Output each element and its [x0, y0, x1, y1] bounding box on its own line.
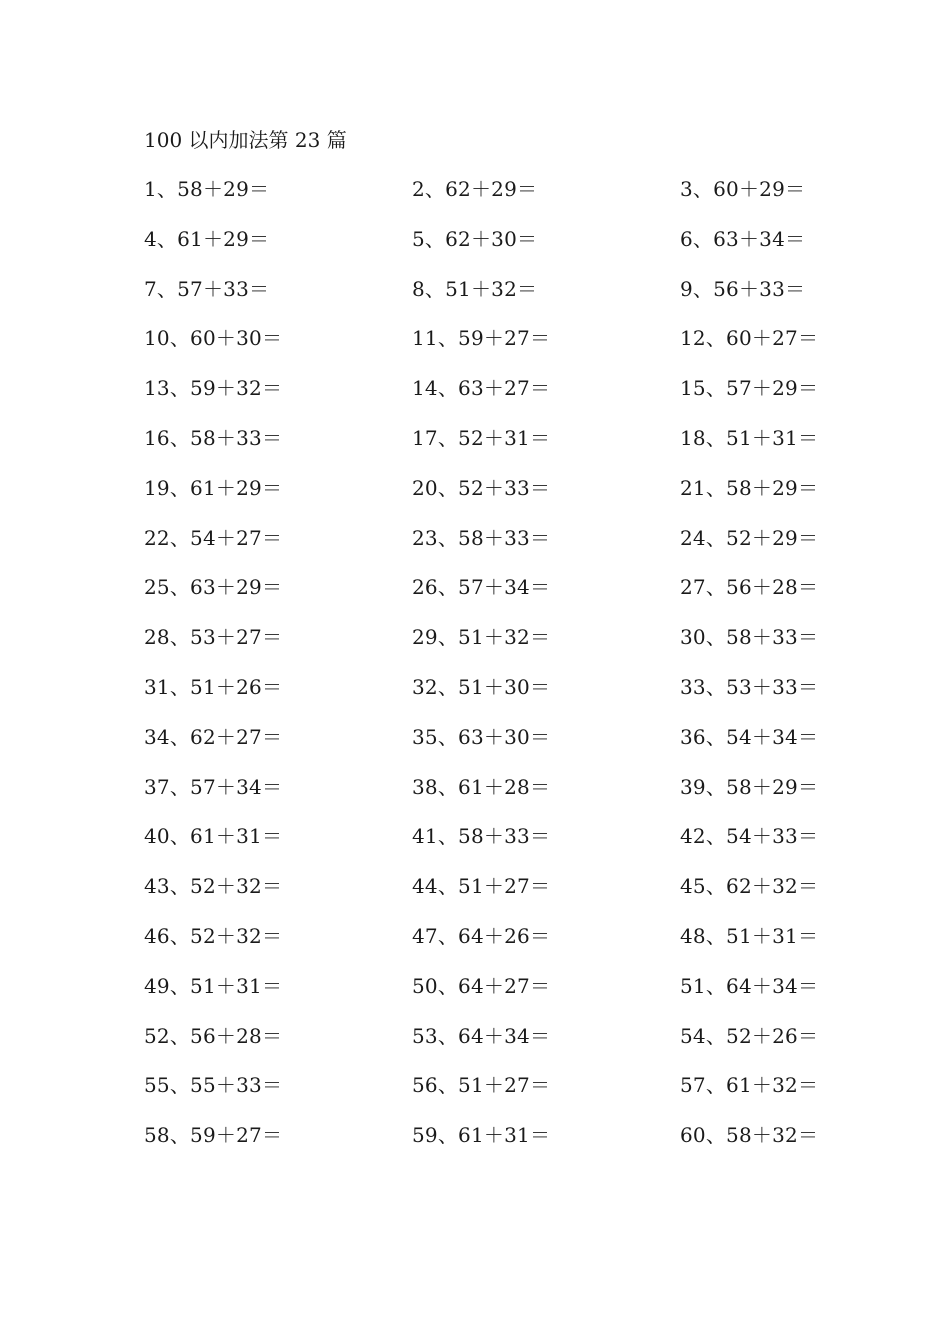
problem-36: 36、54＋34＝: [680, 724, 819, 749]
problem-26: 26、57＋34＝: [412, 575, 551, 600]
problem-2: 2、62＋29＝: [412, 177, 538, 201]
problem-5: 5、62＋30＝: [412, 226, 538, 251]
problem-34: 34、62＋27＝: [144, 724, 283, 749]
problem-55: 55、55＋33＝: [144, 1073, 283, 1098]
problem-39: 39、58＋29＝: [680, 774, 819, 799]
problem-59: 59、61＋31＝: [412, 1123, 551, 1148]
problem-24: 24、52＋29＝: [680, 525, 819, 550]
problem-44: 44、51＋27＝: [412, 874, 551, 899]
problem-33: 33、53＋33＝: [680, 674, 819, 699]
problem-53: 53、64＋34＝: [412, 1023, 551, 1048]
problem-56: 56、51＋27＝: [412, 1073, 551, 1098]
problem-35: 35、63＋30＝: [412, 724, 551, 749]
problem-27: 27、56＋28＝: [680, 575, 819, 600]
problem-30: 30、58＋33＝: [680, 625, 819, 650]
problem-23: 23、58＋33＝: [412, 525, 551, 550]
problem-18: 18、51＋31＝: [680, 425, 819, 450]
problem-15: 15、57＋29＝: [680, 376, 819, 401]
problem-29: 29、51＋32＝: [412, 625, 551, 650]
problem-11: 11、59＋27＝: [412, 326, 551, 351]
problem-41: 41、58＋33＝: [412, 824, 551, 849]
page-title: 100 以内加法第 23 篇: [144, 128, 347, 152]
problem-47: 47、64＋26＝: [412, 923, 551, 948]
problem-19: 19、61＋29＝: [144, 475, 283, 500]
problem-3: 3、60＋29＝: [680, 177, 806, 201]
problem-50: 50、64＋27＝: [412, 973, 551, 998]
problem-31: 31、51＋26＝: [144, 674, 283, 699]
problem-60: 60、58＋32＝: [680, 1123, 819, 1148]
problem-43: 43、52＋32＝: [144, 874, 283, 899]
problem-38: 38、61＋28＝: [412, 774, 551, 799]
problem-6: 6、63＋34＝: [680, 226, 806, 251]
problem-49: 49、51＋31＝: [144, 973, 283, 998]
problem-42: 42、54＋33＝: [680, 824, 819, 849]
problem-57: 57、61＋32＝: [680, 1073, 819, 1098]
problem-25: 25、63＋29＝: [144, 575, 283, 600]
problem-32: 32、51＋30＝: [412, 674, 551, 699]
problem-4: 4、61＋29＝: [144, 226, 270, 251]
problem-8: 8、51＋32＝: [412, 276, 538, 301]
problem-22: 22、54＋27＝: [144, 525, 283, 550]
problem-13: 13、59＋32＝: [144, 376, 283, 401]
problem-54: 54、52＋26＝: [680, 1023, 819, 1048]
problem-46: 46、52＋32＝: [144, 923, 283, 948]
problem-21: 21、58＋29＝: [680, 475, 819, 500]
problem-28: 28、53＋27＝: [144, 625, 283, 650]
problem-10: 10、60＋30＝: [144, 326, 283, 351]
problem-48: 48、51＋31＝: [680, 923, 819, 948]
problem-45: 45、62＋32＝: [680, 874, 819, 899]
problem-grid: [144, 175, 844, 1171]
problem-51: 51、64＋34＝: [680, 973, 819, 998]
problem-9: 9、56＋33＝: [680, 276, 806, 301]
problem-17: 17、52＋31＝: [412, 425, 551, 450]
problem-37: 37、57＋34＝: [144, 774, 283, 799]
problem-12: 12、60＋27＝: [680, 326, 819, 351]
problem-20: 20、52＋33＝: [412, 475, 551, 500]
problem-16: 16、58＋33＝: [144, 425, 283, 450]
problem-40: 40、61＋31＝: [144, 824, 283, 849]
problem-14: 14、63＋27＝: [412, 376, 551, 401]
problem-7: 7、57＋33＝: [144, 276, 270, 301]
problem-1: 1、58＋29＝: [144, 177, 270, 201]
problem-58: 58、59＋27＝: [144, 1123, 283, 1148]
problem-52: 52、56＋28＝: [144, 1023, 283, 1048]
